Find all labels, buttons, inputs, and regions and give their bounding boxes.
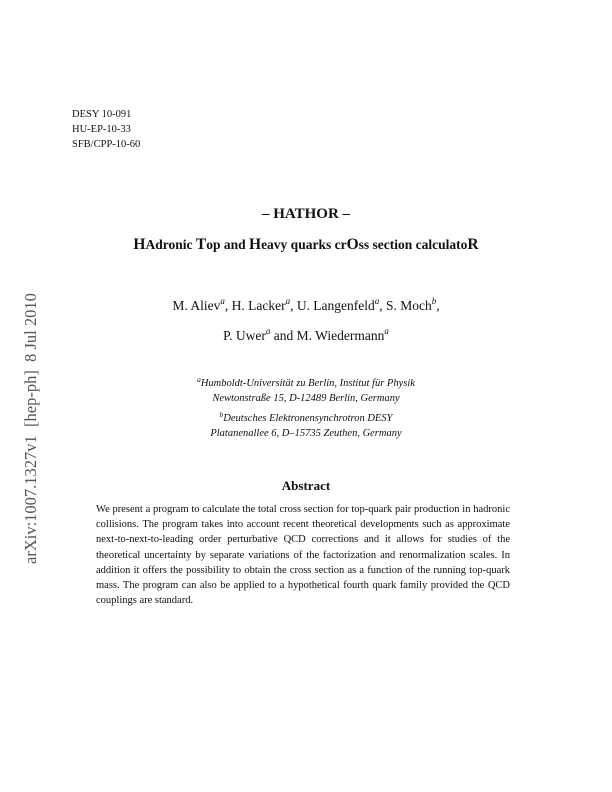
affiliation-marker: a [384, 326, 389, 336]
affiliation-line [0, 376, 612, 391]
report-number: DESY 10-091 [72, 109, 132, 120]
affiliation-marker: a [197, 375, 201, 384]
subtitle-fragment: ss section calculato [358, 237, 468, 252]
author-line-2 [0, 328, 612, 344]
subtitle-fragment: op and [206, 237, 249, 252]
author-line-1 [0, 298, 612, 314]
report-numbers [72, 107, 140, 152]
affiliation-address: Newtonstraße 15, D-12489 Berlin, Germany [212, 393, 400, 404]
subtitle-fragment: Adronic [145, 237, 196, 252]
affiliation-marker: a [374, 296, 380, 306]
affiliation-marker: a [285, 296, 291, 306]
author-separator: , [224, 298, 232, 313]
subtitle-initial: O [346, 236, 359, 253]
author-name: U. Langenfeld [296, 298, 375, 313]
author-separator: , [379, 298, 387, 313]
author-separator: , [436, 298, 440, 313]
paper-subtitle [0, 236, 612, 254]
paper-title: – HATHOR – [261, 206, 351, 222]
author-name: S. Moch [386, 298, 432, 313]
affiliation-marker: a [265, 326, 271, 336]
author-separator: , [290, 298, 297, 313]
abstract-heading: Abstract [281, 478, 331, 493]
author-name: P. Uwer [223, 328, 266, 343]
subtitle-initial: H [133, 236, 146, 253]
author-name: M. Aliev [172, 298, 221, 313]
author-separator: and [270, 328, 297, 343]
subtitle-fragment: eavy quarks cr [261, 237, 347, 252]
affiliation-institution: Deutsches Elektronensynchrotron DESY [223, 413, 393, 424]
report-number: HU-EP-10-33 [72, 124, 131, 135]
affiliation-marker: a [220, 296, 225, 306]
subtitle-initial: H [249, 236, 262, 253]
affiliation-b [0, 411, 612, 441]
author-name: H. Lacker [231, 298, 286, 313]
affiliation-line [0, 411, 612, 426]
abstract-text: We present a program to calculate the total cross section for top-quark pair production in hadronic collisions. The program takes into account recent theoretical developments such as approximate next-to-next-to-leading order perturbative QCD corrections and it allows for studies of the theoretical uncertainty by separate variations of the factorization and renormalization scales. In addition it offers the possibility to obtain the cross section as a function of the running top-quark mass. The program can also be applied to a hypothetical fourth quark family provided the QCD couplings are standard. [96, 504, 510, 607]
subtitle-initial: R [467, 236, 479, 253]
author-name: M. Wiedermann [296, 328, 385, 343]
affiliation-marker: b [219, 410, 224, 419]
subtitle-initial: T [195, 236, 207, 253]
affiliation-institution: Humboldt-Universität zu Berlin, Institut für Physik [200, 378, 415, 389]
report-number: SFB/CPP-10-60 [72, 139, 141, 150]
arxiv-stamp-text: arXiv:1007.1327v1 [hep-ph] 8 Jul 2010 [21, 293, 40, 564]
affiliation-marker: b [431, 296, 437, 306]
affiliation-address: Platanenallee 6, D–15735 Zeuthen, Germany [210, 428, 402, 439]
affiliation-a [0, 376, 612, 406]
